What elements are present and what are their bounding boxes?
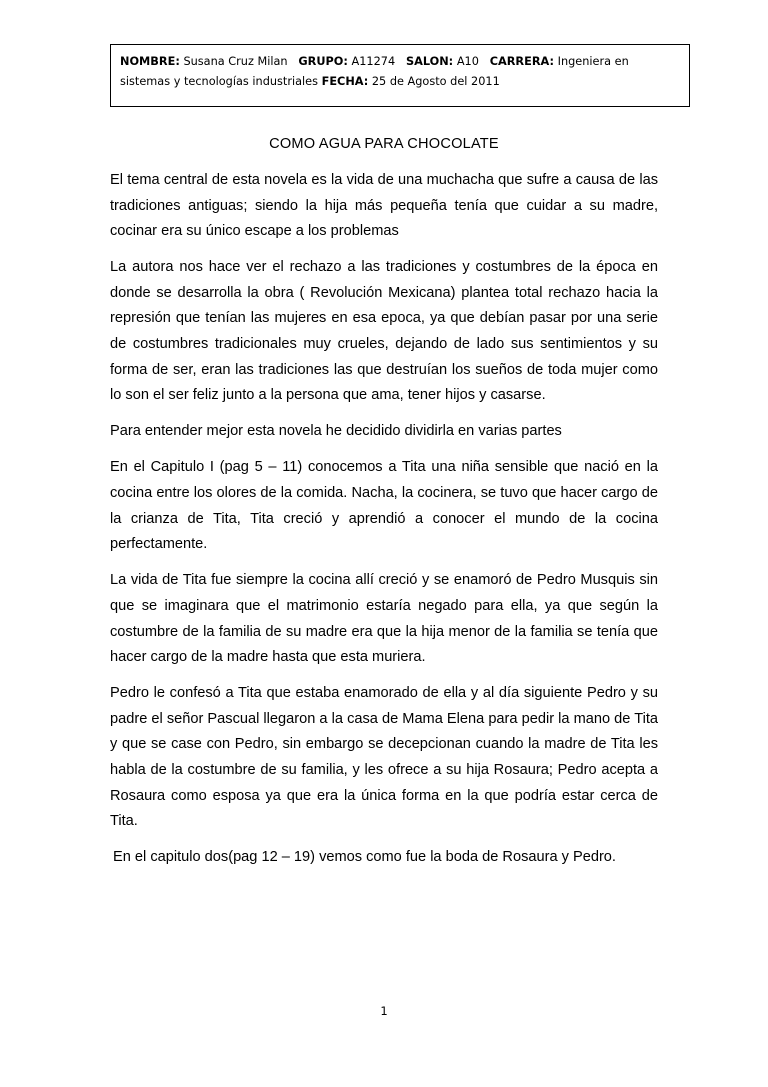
document-title: COMO AGUA PARA CHOCOLATE (269, 136, 499, 152)
paragraph-3: Para entender mejor esta novela he decidido dividirla en varias partes (110, 423, 562, 440)
carrera-value: Ingeniera en sistemas y tecnologías industriales (120, 55, 629, 88)
paragraph-1: El tema central de esta novela es la vida de una muchacha que sufre a causa de las tradiciones antiguas; siendo la hija más pequeña tenía que cuidar a su madre, cocinar era su único escape a los problemas (110, 172, 658, 240)
fecha-value: 25 de Agosto del 2011 (371, 75, 500, 88)
page-number: 1 (380, 1004, 388, 1018)
paragraph-4: En el Capitulo I (pag 5 – 11) conocemos a Tita una niña sensible que nació en la cocina entre los olores de la comida. Nacha, la cocinera, se tuvo que hacer cargo de la crianza de Tita, Tita creció y aprendió a conocer el mundo de la cocina perfectamente. (110, 459, 658, 553)
nombre-label: NOMBRE: (120, 55, 180, 68)
salon-label: SALON: (405, 55, 454, 68)
paragraph-5: La vida de Tita fue siempre la cocina allí creció y se enamoró de Pedro Musquis sin que se imaginara que el matrimonio estaría negado para ella, ya que según la costumbre de la familia de su madre era que la hija menor de la familia se tenía que hacer cargo de la madre hasta que esta muriera. (110, 572, 658, 666)
paragraph-6: Pedro le confesó a Tita que estaba enamorado de ella y al día siguiente Pedro y su padre el señor Pascual llegaron a la casa de Mama Elena para pedir la mano de Tita y que se case con Pedro, sin embargo se decepcionan cuando la madre de Tita les habla de la costumbre de su familia, y les ofrece a su hija Rosaura; Pedro acepta a Rosaura como esposa ya que era la única forma en la que podría estar cerca de Tita. (110, 685, 658, 830)
nombre-value: Susana Cruz Milan (183, 55, 288, 68)
paragraph-2: La autora nos hace ver el rechazo a las tradiciones y costumbres de la época en donde se desarrolla la obra ( Revolución Mexicana) plantea total rechazo hacia la represión que tenían las mujeres en esa epoca, ya que debían pasar por una serie de costumbres tradicionales muy crueles, dejando de lado sus sentimientos y su forma de ser, eran las tradiciones las que destruían los sueños de toda mujer como lo son el ser feliz junto a la persona que ama, tener hijos y casarse. (110, 259, 658, 404)
grupo-label: GRUPO: (298, 55, 348, 68)
fecha-label: FECHA: (321, 75, 369, 88)
student-info-box (110, 44, 690, 107)
document-body (110, 168, 658, 881)
carrera-label: CARRERA: (489, 55, 555, 68)
grupo-value: A11274 (351, 55, 396, 68)
paragraph-7: En el capitulo dos(pag 12 – 19) vemos como fue la boda de Rosaura y Pedro. (113, 849, 616, 866)
salon-value: A10 (456, 55, 479, 68)
